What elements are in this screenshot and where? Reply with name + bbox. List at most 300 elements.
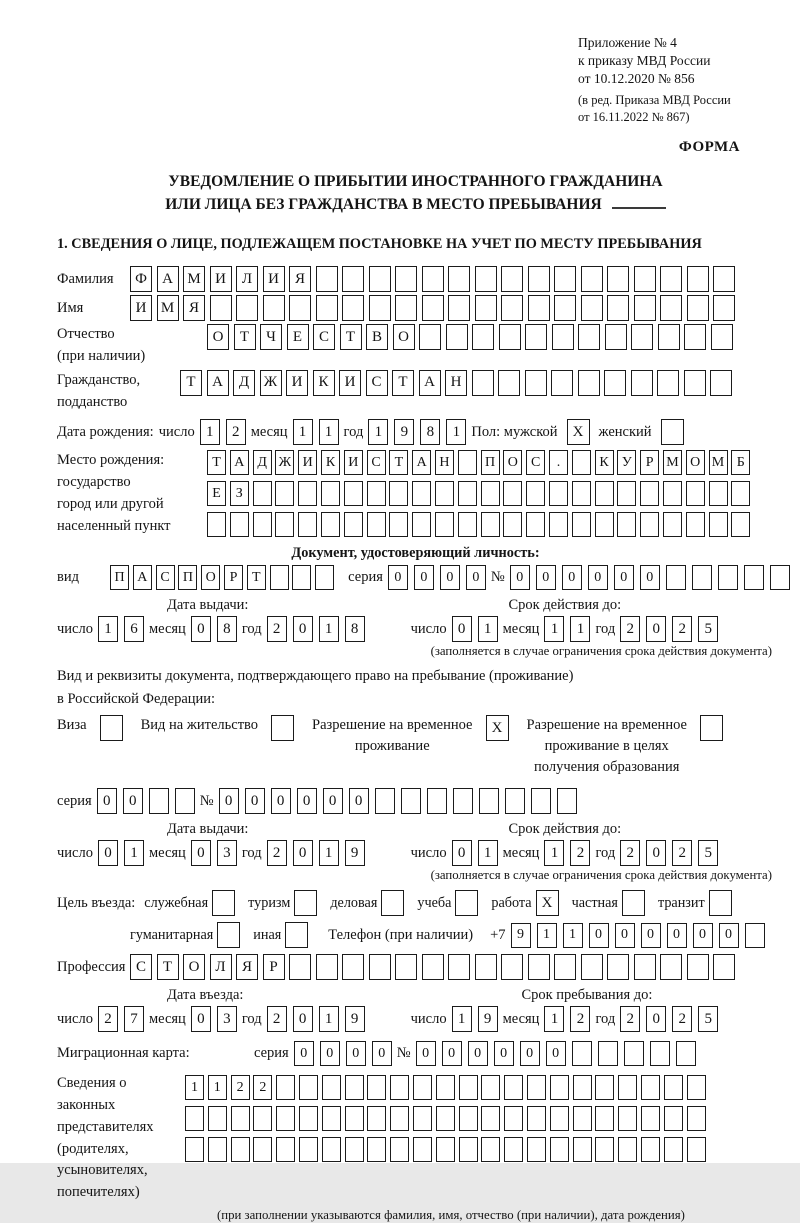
form-cell[interactable] xyxy=(634,295,656,321)
form-cell[interactable] xyxy=(212,890,235,916)
form-cell[interactable] xyxy=(390,1106,409,1131)
form-cell[interactable]: 0 xyxy=(536,565,556,590)
form-cell[interactable]: 1 xyxy=(293,419,313,445)
form-cell[interactable] xyxy=(661,419,684,445)
form-cell[interactable] xyxy=(208,1137,227,1162)
form-cell[interactable]: И xyxy=(130,295,152,321)
form-cell[interactable] xyxy=(412,512,431,537)
form-cell[interactable] xyxy=(709,890,732,916)
form-cell[interactable] xyxy=(641,1106,660,1131)
form-cell[interactable]: 1 xyxy=(544,616,564,642)
form-cell[interactable]: И xyxy=(210,266,232,292)
form-cell[interactable]: 0 xyxy=(293,1006,313,1032)
form-cell[interactable] xyxy=(618,1106,637,1131)
form-cell[interactable] xyxy=(572,450,591,475)
form-cell[interactable] xyxy=(687,295,709,321)
form-cell[interactable]: К xyxy=(321,450,340,475)
form-cell[interactable] xyxy=(557,788,577,814)
form-cell[interactable] xyxy=(453,788,473,814)
form-cell[interactable] xyxy=(299,1106,318,1131)
form-cell[interactable] xyxy=(448,295,470,321)
form-cell[interactable]: 1 xyxy=(478,840,498,866)
form-cell[interactable]: Я xyxy=(236,954,258,980)
form-cell[interactable]: 2 xyxy=(226,419,246,445)
form-cell[interactable]: А xyxy=(412,450,431,475)
form-cell[interactable] xyxy=(207,512,226,537)
form-cell[interactable]: 3 xyxy=(217,840,237,866)
form-cell[interactable] xyxy=(607,295,629,321)
form-cell[interactable] xyxy=(687,954,709,980)
form-cell[interactable]: А xyxy=(133,565,152,590)
form-cell[interactable] xyxy=(549,481,568,506)
form-cell[interactable]: Б xyxy=(731,450,750,475)
form-cell[interactable] xyxy=(526,512,545,537)
form-cell[interactable] xyxy=(501,954,523,980)
form-cell[interactable]: О xyxy=(183,954,205,980)
form-cell[interactable]: 0 xyxy=(667,923,687,948)
form-cell[interactable]: 2 xyxy=(620,1006,640,1032)
form-cell[interactable]: У xyxy=(617,450,636,475)
form-cell[interactable] xyxy=(498,370,520,396)
form-cell[interactable]: 2 xyxy=(672,616,692,642)
form-cell[interactable]: 1 xyxy=(124,840,144,866)
form-cell[interactable]: 1 xyxy=(185,1075,204,1100)
form-cell[interactable] xyxy=(345,1137,364,1162)
form-cell[interactable]: 2 xyxy=(253,1075,272,1100)
form-cell[interactable] xyxy=(650,1041,670,1066)
form-cell[interactable] xyxy=(448,266,470,292)
form-cell[interactable] xyxy=(572,1041,592,1066)
form-cell[interactable]: 0 xyxy=(442,1041,462,1066)
form-cell[interactable]: Т xyxy=(392,370,414,396)
form-cell[interactable] xyxy=(342,295,364,321)
form-cell[interactable] xyxy=(581,954,603,980)
form-cell[interactable]: О xyxy=(201,565,220,590)
form-cell[interactable]: Е xyxy=(207,481,226,506)
form-cell[interactable] xyxy=(381,890,404,916)
form-cell[interactable] xyxy=(344,512,363,537)
form-cell[interactable] xyxy=(745,923,765,948)
form-cell[interactable]: 8 xyxy=(217,616,237,642)
form-cell[interactable]: 0 xyxy=(271,788,291,814)
form-cell[interactable] xyxy=(573,1137,592,1162)
form-cell[interactable]: С xyxy=(526,450,545,475)
form-cell[interactable]: 7 xyxy=(124,1006,144,1032)
form-cell[interactable]: Ч xyxy=(260,324,282,350)
form-cell[interactable]: 2 xyxy=(267,1006,287,1032)
form-cell[interactable] xyxy=(550,1137,569,1162)
form-cell[interactable] xyxy=(713,295,735,321)
form-cell[interactable]: 9 xyxy=(345,1006,365,1032)
form-cell[interactable] xyxy=(634,266,656,292)
form-cell[interactable]: 9 xyxy=(511,923,531,948)
form-cell[interactable]: 0 xyxy=(646,1006,666,1032)
form-cell[interactable]: 0 xyxy=(494,1041,514,1066)
form-cell[interactable] xyxy=(664,1137,683,1162)
form-cell[interactable] xyxy=(595,481,614,506)
form-cell[interactable] xyxy=(322,1137,341,1162)
form-cell[interactable]: М xyxy=(183,266,205,292)
form-cell[interactable] xyxy=(605,324,627,350)
form-cell[interactable]: 0 xyxy=(640,565,660,590)
form-cell[interactable]: Р xyxy=(640,450,659,475)
form-cell[interactable] xyxy=(481,1106,500,1131)
form-cell[interactable] xyxy=(663,512,682,537)
form-cell[interactable] xyxy=(554,295,576,321)
form-cell[interactable] xyxy=(700,715,723,741)
form-cell[interactable] xyxy=(618,1075,637,1100)
form-cell[interactable] xyxy=(100,715,123,741)
form-cell[interactable]: 0 xyxy=(466,565,486,590)
form-cell[interactable]: 0 xyxy=(440,565,460,590)
form-cell[interactable] xyxy=(578,324,600,350)
form-cell[interactable] xyxy=(676,1041,696,1066)
form-cell[interactable] xyxy=(316,954,338,980)
form-cell[interactable]: О xyxy=(686,450,705,475)
form-cell[interactable] xyxy=(263,295,285,321)
form-cell[interactable] xyxy=(531,788,551,814)
form-cell[interactable] xyxy=(299,1137,318,1162)
form-cell[interactable]: С xyxy=(130,954,152,980)
form-cell[interactable]: 0 xyxy=(297,788,317,814)
form-cell[interactable] xyxy=(664,1075,683,1100)
form-cell[interactable]: Е xyxy=(287,324,309,350)
form-cell[interactable] xyxy=(342,266,364,292)
form-cell[interactable]: П xyxy=(481,450,500,475)
form-cell[interactable]: 0 xyxy=(452,616,472,642)
form-cell[interactable]: 2 xyxy=(267,616,287,642)
form-cell[interactable] xyxy=(475,266,497,292)
form-cell[interactable]: 0 xyxy=(520,1041,540,1066)
form-cell[interactable] xyxy=(551,370,573,396)
form-cell[interactable] xyxy=(481,1137,500,1162)
form-cell[interactable] xyxy=(322,1106,341,1131)
form-cell[interactable]: 2 xyxy=(231,1075,250,1100)
form-cell[interactable] xyxy=(390,1075,409,1100)
form-cell[interactable]: Т xyxy=(207,450,226,475)
form-cell[interactable] xyxy=(395,266,417,292)
form-cell[interactable] xyxy=(427,788,447,814)
form-cell[interactable]: Я xyxy=(289,266,311,292)
form-cell[interactable]: Д xyxy=(233,370,255,396)
form-cell[interactable] xyxy=(419,324,441,350)
form-cell[interactable] xyxy=(686,481,705,506)
form-cell[interactable]: 1 xyxy=(446,419,466,445)
form-cell[interactable]: И xyxy=(263,266,285,292)
form-cell[interactable] xyxy=(208,1106,227,1131)
form-cell[interactable] xyxy=(401,788,421,814)
form-cell[interactable] xyxy=(641,1075,660,1100)
form-cell[interactable] xyxy=(390,1137,409,1162)
form-cell[interactable] xyxy=(554,954,576,980)
form-cell[interactable] xyxy=(624,1041,644,1066)
form-cell[interactable] xyxy=(658,324,680,350)
form-cell[interactable] xyxy=(709,512,728,537)
form-cell[interactable] xyxy=(458,481,477,506)
form-cell[interactable]: Н xyxy=(445,370,467,396)
form-cell[interactable]: 3 xyxy=(217,1006,237,1032)
form-cell[interactable] xyxy=(581,266,603,292)
form-cell[interactable] xyxy=(499,324,521,350)
form-cell[interactable] xyxy=(684,370,706,396)
form-cell[interactable]: 0 xyxy=(641,923,661,948)
form-cell[interactable] xyxy=(526,481,545,506)
form-cell[interactable] xyxy=(527,1075,546,1100)
form-cell[interactable]: З xyxy=(230,481,249,506)
form-cell[interactable] xyxy=(504,1106,523,1131)
form-cell[interactable]: 1 xyxy=(570,616,590,642)
form-cell[interactable]: 1 xyxy=(478,616,498,642)
form-cell[interactable] xyxy=(435,481,454,506)
form-cell[interactable] xyxy=(607,954,629,980)
form-cell[interactable] xyxy=(550,1106,569,1131)
form-cell[interactable] xyxy=(525,324,547,350)
form-cell[interactable]: Т xyxy=(389,450,408,475)
form-cell[interactable] xyxy=(276,1106,295,1131)
form-cell[interactable]: 0 xyxy=(614,565,634,590)
form-cell[interactable]: К xyxy=(313,370,335,396)
form-cell[interactable] xyxy=(604,370,626,396)
form-cell[interactable] xyxy=(253,1106,272,1131)
form-cell[interactable] xyxy=(607,266,629,292)
form-cell[interactable]: 1 xyxy=(98,616,118,642)
form-cell[interactable] xyxy=(595,1106,614,1131)
form-cell[interactable] xyxy=(660,954,682,980)
form-cell[interactable] xyxy=(641,1137,660,1162)
form-cell[interactable]: 2 xyxy=(672,1006,692,1032)
form-cell[interactable] xyxy=(770,565,790,590)
form-cell[interactable] xyxy=(666,565,686,590)
form-cell[interactable]: Л xyxy=(210,954,232,980)
form-cell[interactable] xyxy=(298,512,317,537)
form-cell[interactable] xyxy=(552,324,574,350)
form-cell[interactable]: И xyxy=(339,370,361,396)
form-cell[interactable]: А xyxy=(230,450,249,475)
form-cell[interactable] xyxy=(684,324,706,350)
form-cell[interactable] xyxy=(412,481,431,506)
form-cell[interactable] xyxy=(276,1075,295,1100)
form-cell[interactable]: Т xyxy=(157,954,179,980)
form-cell[interactable]: 1 xyxy=(319,616,339,642)
form-cell[interactable]: 9 xyxy=(345,840,365,866)
form-cell[interactable]: П xyxy=(178,565,197,590)
form-cell[interactable] xyxy=(573,1106,592,1131)
form-cell[interactable]: 1 xyxy=(208,1075,227,1100)
form-cell[interactable] xyxy=(345,1106,364,1131)
form-cell[interactable]: И xyxy=(298,450,317,475)
form-cell[interactable] xyxy=(395,295,417,321)
form-cell[interactable] xyxy=(631,324,653,350)
form-cell[interactable] xyxy=(275,512,294,537)
form-cell[interactable]: С xyxy=(367,450,386,475)
form-cell[interactable]: 1 xyxy=(200,419,220,445)
form-cell[interactable]: 1 xyxy=(563,923,583,948)
form-cell[interactable]: А xyxy=(419,370,441,396)
form-cell[interactable] xyxy=(367,1075,386,1100)
form-cell[interactable]: Л xyxy=(236,266,258,292)
form-cell[interactable] xyxy=(369,954,391,980)
form-cell[interactable] xyxy=(481,481,500,506)
form-cell[interactable]: 0 xyxy=(546,1041,566,1066)
form-cell[interactable]: 2 xyxy=(267,840,287,866)
form-cell[interactable] xyxy=(294,890,317,916)
form-cell[interactable]: 2 xyxy=(672,840,692,866)
form-cell[interactable]: 0 xyxy=(191,840,211,866)
form-cell[interactable] xyxy=(175,788,195,814)
form-cell[interactable]: 0 xyxy=(452,840,472,866)
form-cell[interactable] xyxy=(692,565,712,590)
form-cell[interactable]: 0 xyxy=(98,840,118,866)
form-cell[interactable] xyxy=(316,295,338,321)
form-cell[interactable] xyxy=(217,922,240,948)
form-cell[interactable]: А xyxy=(157,266,179,292)
form-cell[interactable] xyxy=(718,565,738,590)
form-cell[interactable]: П xyxy=(110,565,129,590)
form-cell[interactable] xyxy=(572,481,591,506)
form-cell[interactable]: Т xyxy=(180,370,202,396)
form-cell[interactable]: 1 xyxy=(537,923,557,948)
form-cell[interactable] xyxy=(710,370,732,396)
form-cell[interactable]: 0 xyxy=(615,923,635,948)
form-cell[interactable] xyxy=(527,1137,546,1162)
form-cell[interactable] xyxy=(657,370,679,396)
form-cell[interactable]: Ж xyxy=(260,370,282,396)
form-cell[interactable] xyxy=(413,1137,432,1162)
form-cell[interactable] xyxy=(253,1137,272,1162)
form-cell[interactable] xyxy=(572,512,591,537)
form-cell[interactable] xyxy=(276,1137,295,1162)
form-cell[interactable] xyxy=(527,1106,546,1131)
form-cell[interactable] xyxy=(731,481,750,506)
form-cell[interactable]: 2 xyxy=(620,840,640,866)
form-cell[interactable]: 0 xyxy=(293,616,313,642)
form-cell[interactable] xyxy=(617,481,636,506)
form-cell[interactable]: 0 xyxy=(323,788,343,814)
form-cell[interactable] xyxy=(481,1075,500,1100)
form-cell[interactable]: М xyxy=(157,295,179,321)
form-cell[interactable] xyxy=(367,1106,386,1131)
form-cell[interactable] xyxy=(345,1075,364,1100)
form-cell[interactable]: 0 xyxy=(510,565,530,590)
form-cell[interactable] xyxy=(458,450,477,475)
form-cell[interactable]: 0 xyxy=(191,616,211,642)
form-cell[interactable] xyxy=(501,266,523,292)
form-cell[interactable]: 2 xyxy=(620,616,640,642)
form-cell[interactable]: 1 xyxy=(544,840,564,866)
form-cell[interactable] xyxy=(369,266,391,292)
form-cell[interactable] xyxy=(253,512,272,537)
form-cell[interactable] xyxy=(528,295,550,321)
form-cell[interactable]: С xyxy=(156,565,175,590)
form-cell[interactable]: 0 xyxy=(320,1041,340,1066)
form-cell[interactable]: 0 xyxy=(416,1041,436,1066)
form-cell[interactable] xyxy=(230,512,249,537)
form-cell[interactable]: 0 xyxy=(346,1041,366,1066)
form-cell[interactable] xyxy=(528,266,550,292)
form-cell[interactable]: Р xyxy=(263,954,285,980)
form-cell[interactable] xyxy=(458,512,477,537)
form-cell[interactable]: С xyxy=(366,370,388,396)
form-cell[interactable]: 0 xyxy=(349,788,369,814)
form-cell[interactable] xyxy=(711,324,733,350)
form-cell[interactable] xyxy=(554,266,576,292)
form-cell[interactable] xyxy=(322,1075,341,1100)
form-cell[interactable] xyxy=(459,1106,478,1131)
form-cell[interactable]: 0 xyxy=(372,1041,392,1066)
form-cell[interactable]: 0 xyxy=(693,923,713,948)
form-cell[interactable]: Ж xyxy=(275,450,294,475)
form-cell[interactable] xyxy=(299,1075,318,1100)
form-cell[interactable] xyxy=(731,512,750,537)
form-cell[interactable]: О xyxy=(393,324,415,350)
form-cell[interactable]: 2 xyxy=(570,840,590,866)
form-cell[interactable] xyxy=(231,1137,250,1162)
form-cell[interactable]: 0 xyxy=(219,788,239,814)
form-cell[interactable] xyxy=(634,954,656,980)
form-cell[interactable]: 1 xyxy=(319,419,339,445)
form-cell[interactable] xyxy=(236,295,258,321)
form-cell[interactable] xyxy=(367,481,386,506)
form-cell[interactable]: С xyxy=(313,324,335,350)
form-cell[interactable]: К xyxy=(595,450,614,475)
form-cell[interactable] xyxy=(581,295,603,321)
form-cell[interactable] xyxy=(413,1075,432,1100)
form-cell[interactable] xyxy=(369,295,391,321)
form-cell[interactable]: Д xyxy=(253,450,272,475)
form-cell[interactable]: 2 xyxy=(570,1006,590,1032)
form-cell[interactable]: Т xyxy=(234,324,256,350)
form-cell[interactable] xyxy=(660,266,682,292)
form-cell[interactable]: 1 xyxy=(368,419,388,445)
form-cell[interactable]: 8 xyxy=(345,616,365,642)
form-cell[interactable] xyxy=(298,481,317,506)
form-cell[interactable]: . xyxy=(549,450,568,475)
form-cell[interactable]: 5 xyxy=(698,616,718,642)
form-cell[interactable] xyxy=(504,1137,523,1162)
form-cell[interactable] xyxy=(528,954,550,980)
form-cell[interactable]: 0 xyxy=(294,1041,314,1066)
form-cell[interactable] xyxy=(321,481,340,506)
form-cell[interactable]: 1 xyxy=(319,840,339,866)
form-cell[interactable]: 0 xyxy=(293,840,313,866)
form-cell[interactable] xyxy=(413,1106,432,1131)
form-cell[interactable]: 0 xyxy=(562,565,582,590)
form-cell[interactable] xyxy=(448,954,470,980)
form-cell[interactable] xyxy=(595,512,614,537)
form-cell[interactable] xyxy=(344,481,363,506)
form-cell[interactable] xyxy=(436,1075,455,1100)
form-cell[interactable]: И xyxy=(286,370,308,396)
form-cell[interactable] xyxy=(446,324,468,350)
form-cell[interactable] xyxy=(713,954,735,980)
form-cell[interactable] xyxy=(505,788,525,814)
form-cell[interactable]: 9 xyxy=(478,1006,498,1032)
form-cell[interactable] xyxy=(321,512,340,537)
form-cell[interactable]: 5 xyxy=(698,1006,718,1032)
form-cell[interactable]: 1 xyxy=(319,1006,339,1032)
form-cell[interactable] xyxy=(395,954,417,980)
form-cell[interactable]: 8 xyxy=(420,419,440,445)
form-cell[interactable] xyxy=(687,1137,706,1162)
form-cell[interactable] xyxy=(549,512,568,537)
form-cell[interactable] xyxy=(210,295,232,321)
form-cell[interactable]: Т xyxy=(340,324,362,350)
form-cell[interactable] xyxy=(595,1137,614,1162)
form-cell[interactable]: 0 xyxy=(245,788,265,814)
form-cell[interactable] xyxy=(503,481,522,506)
form-cell[interactable] xyxy=(475,295,497,321)
form-cell[interactable]: 9 xyxy=(394,419,414,445)
